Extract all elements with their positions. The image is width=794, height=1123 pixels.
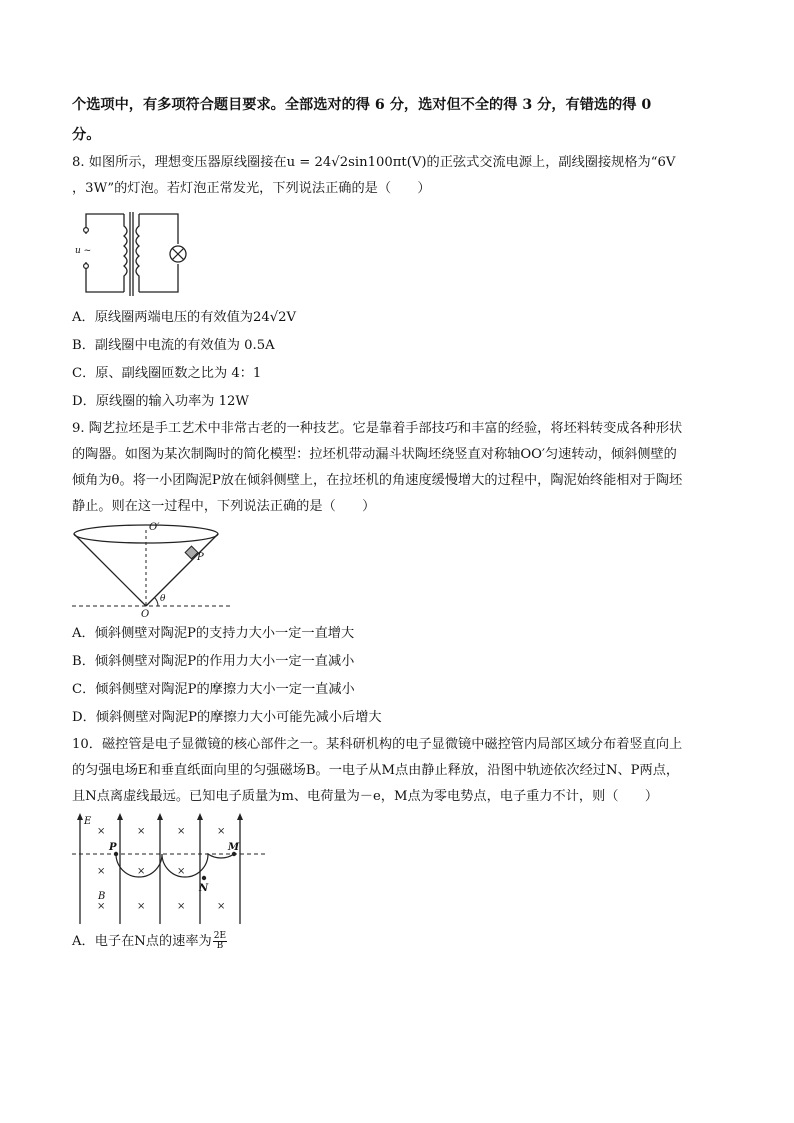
q10-stem-line-2: 的匀强电场E和垂直纸面向里的匀强磁场B。一电子从M点由静止释放，沿图中轨迹依次经过N、P两点， — [72, 763, 680, 778]
q8-option-c[interactable]: C．原、副线圈匝数之比为 4：1 — [72, 366, 262, 381]
fig-label-m: M — [228, 842, 240, 853]
field-cross-mark: × — [217, 901, 226, 912]
q9-stem-line-3: 倾角为θ。将一小团陶泥P放在倾斜侧壁上，在拉坯机的角速度缓慢增大的过程中，陶泥始终能相对于陶坯 — [72, 473, 683, 488]
fig-label-n: N — [199, 883, 209, 894]
section-instruction-line-2: 分。 — [72, 127, 101, 143]
field-cross-mark: × — [137, 901, 146, 912]
fig-label-p: P — [109, 842, 117, 853]
field-cross-mark: × — [97, 866, 106, 877]
q9-stem-line-1: 9. 陶艺拉坯是手工艺术中非常古老的一种技艺。它是靠着手部技巧和丰富的经验，将坯料转变成各种形状 — [72, 421, 683, 436]
field-cross-mark: × — [137, 866, 146, 877]
fig-label-b: B — [98, 891, 106, 902]
section-instruction-line-1: 个选项中，有多项符合题目要求。全部选对的得 6 分，选对但不全的得 3 分，有错选的得 0 — [72, 97, 652, 113]
transformer-circuit-figure — [72, 204, 202, 300]
field-cross-mark: × — [97, 901, 106, 912]
q10-option-a-text: A．电子在N点的速率为 — [72, 934, 212, 949]
q8-option-b[interactable]: B．副线圈中电流的有效值为 0.5A — [72, 338, 275, 353]
field-cross-mark: × — [177, 826, 186, 837]
field-cross-mark: × — [217, 826, 226, 837]
q9-option-d[interactable]: D．倾斜侧壁对陶泥P的摩擦力大小可能先减小后增大 — [72, 710, 382, 725]
fraction-2e-over-b — [213, 932, 227, 951]
q10-stem-line-1: 10．磁控管是电子显微镜的核心部件之一。某科研机构的电子显微镜中磁控管内局部区域分布着竖直向上 — [72, 737, 683, 752]
q8-option-d[interactable]: D．原线圈的输入功率为 12W — [72, 394, 249, 409]
fig-label-p: P — [197, 552, 204, 563]
q10-stem-line-3: 且N点离虚线最远。已知电子质量为m、电荷量为－e，M点为零电势点，电子重力不计，则（ ） — [72, 789, 659, 804]
q9-option-a[interactable]: A．倾斜侧壁对陶泥P的支持力大小一定一直增大 — [72, 626, 355, 641]
q9-option-b[interactable]: B．倾斜侧壁对陶泥P的作用力大小一定一直减小 — [72, 654, 355, 669]
fig-label-theta: θ — [160, 594, 166, 604]
q9-option-c[interactable]: C．倾斜侧壁对陶泥P的摩擦力大小一定一直减小 — [72, 682, 355, 697]
q9-stem-line-2: 的陶器。如图为某次制陶时的简化模型：拉坯机带动漏斗状陶坯绕竖直对称轴OO′匀速转动，倾斜侧壁的 — [72, 447, 677, 462]
field-cross-mark: × — [177, 901, 186, 912]
pottery-cone-figure — [70, 522, 240, 618]
exam-page — [72, 92, 722, 956]
fig-label-o-prime: O′ — [149, 522, 160, 533]
q8-stem-line-1: 8. 如图所示，理想变压器原线圈接在u = 24√2sin100πt(V)的正弦式交流电源上，副线圈接规格为“6V — [72, 155, 676, 170]
q10-option-a[interactable] — [72, 928, 722, 956]
q9-stem-line-4: 静止。则在这一过程中，下列说法正确的是（ ） — [72, 499, 376, 514]
field-cross-mark: × — [97, 826, 106, 837]
field-cross-mark: × — [137, 826, 146, 837]
fig-label-u: u ~ — [75, 246, 92, 256]
field-cross-mark: × — [177, 866, 186, 877]
magnetron-field-figure — [72, 812, 272, 926]
lamp-icon — [170, 246, 186, 262]
q8-option-a[interactable]: A．原线圈两端电压的有效值为24√2V — [72, 310, 297, 325]
fraction-denominator: B — [216, 941, 224, 951]
q8-stem-line-2: ，3W”的灯泡。若灯泡正常发光，下列说法正确的是（ ） — [72, 181, 431, 196]
fig-label-e: E — [84, 816, 92, 827]
fig-label-o: O — [141, 609, 150, 618]
fraction-numerator: 2E — [213, 931, 227, 941]
